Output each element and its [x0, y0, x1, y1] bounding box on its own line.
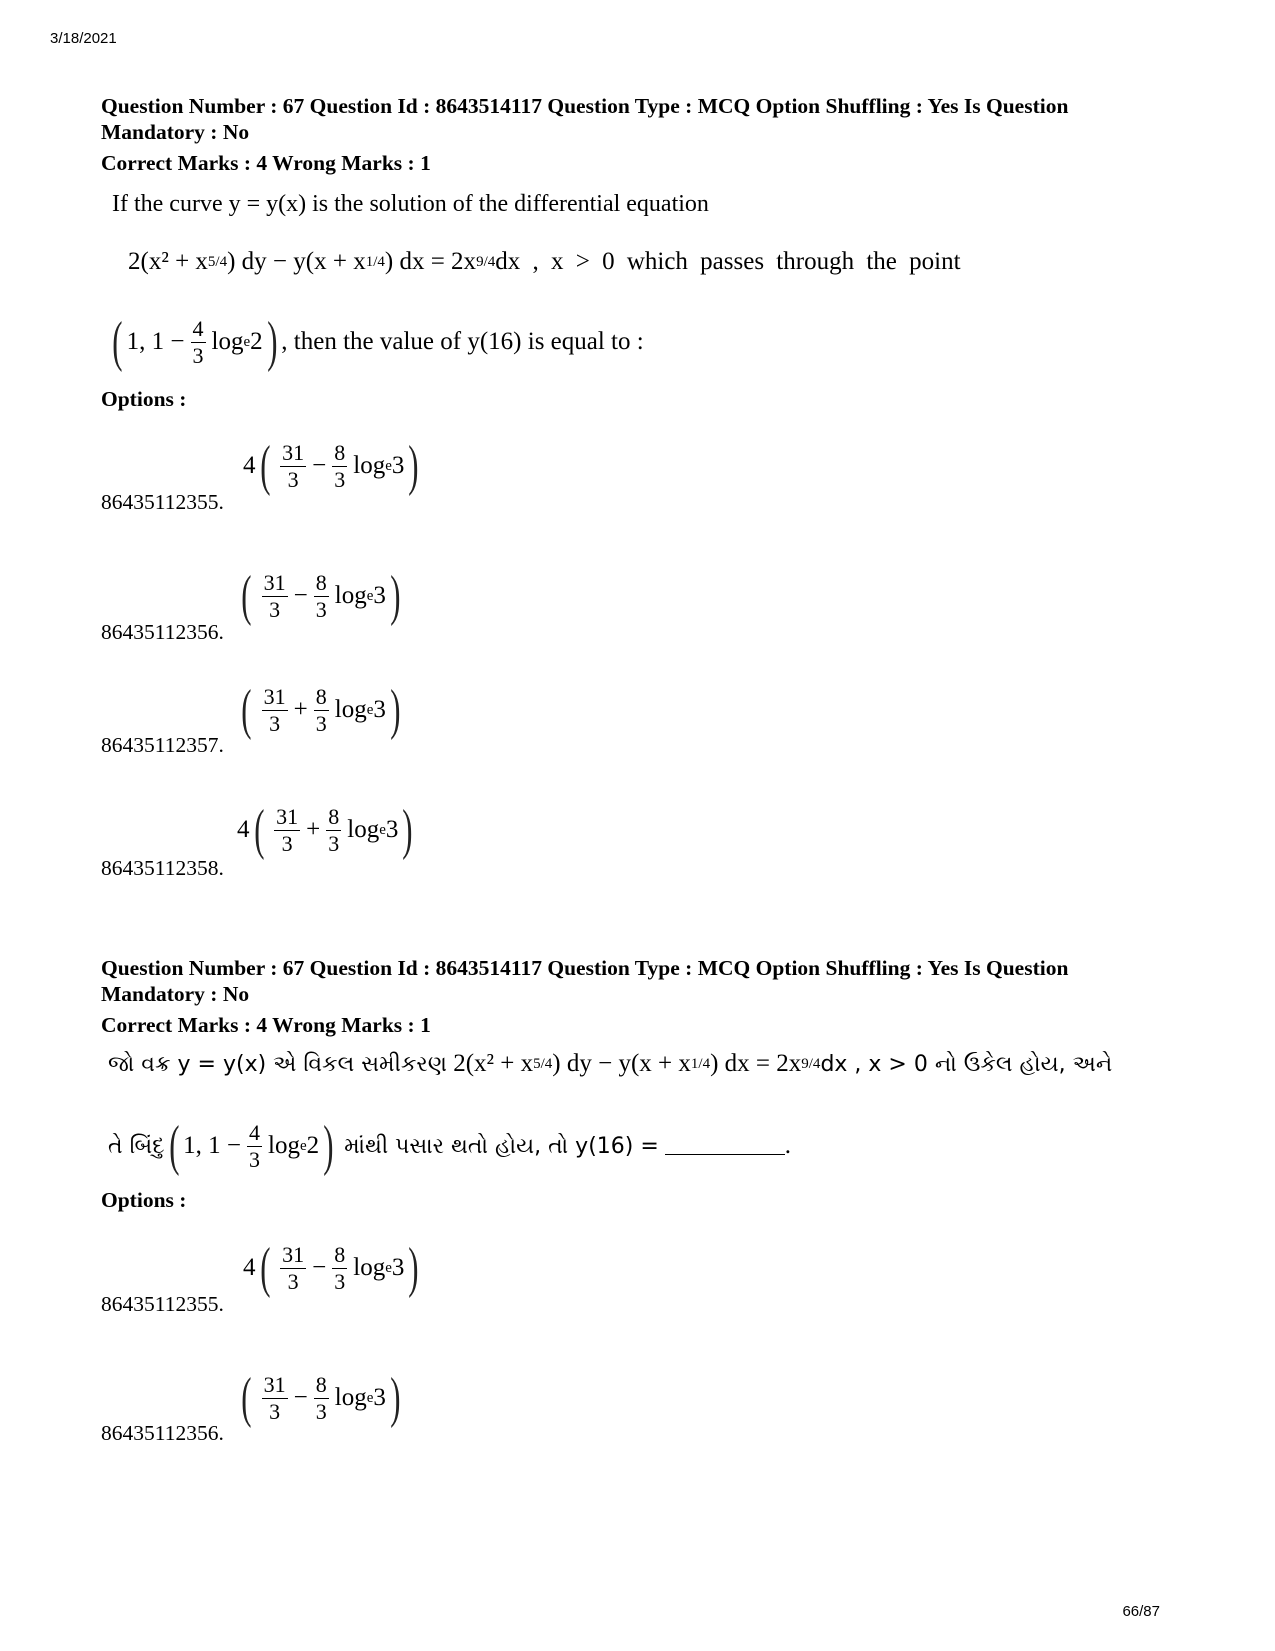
question-marks: Correct Marks : 4 Wrong Marks : 1 — [101, 1013, 431, 1037]
option-id[interactable]: 86435112355. — [101, 490, 224, 514]
question-text-line1: If the curve y = y(x) is the solution of the differential equation — [112, 191, 709, 217]
option-id[interactable]: 86435112358. — [101, 856, 224, 880]
question-equation: 2(x² + x 5/4 ) dy − y(x + x 1/4 ) dx = 2x 9/4 dx , x > 0 which passes through the point — [128, 248, 961, 275]
page-number: 66/87 — [1122, 1603, 1160, 1620]
option-expression[interactable]: ( $\frac{31}{3}$ − $\frac{8}{3}$ log e 3 ) — [241, 1367, 401, 1429]
option-expression[interactable]: 4 ( $\frac{31}{3}$ − $\frac{8}{3}$ log e 3 ) — [243, 1237, 419, 1299]
print-date: 3/18/2021 — [50, 30, 117, 47]
option-expression[interactable]: ( $\frac{31}{3}$ − $\frac{8}{3}$ log e 3 ) — [241, 565, 401, 627]
options-label: Options : — [101, 1188, 187, 1212]
question-header-line2: Mandatory : No — [101, 120, 250, 144]
option-expression[interactable]: 4 ( $\frac{31}{3}$ − $\frac{8}{3}$ log e 3 ) — [243, 435, 419, 497]
question-header-line2: Mandatory : No — [101, 982, 250, 1006]
option-id[interactable]: 86435112356. — [101, 1421, 224, 1445]
option-expression[interactable]: ( $\frac{31}{3}$ + $\frac{8}{3}$ log e 3 ) — [241, 679, 401, 741]
options-label: Options : — [101, 387, 187, 411]
question-header-line1: Question Number : 67 Question Id : 8643514117 Question Type : MCQ Option Shuffling : Yes Is Question — [101, 956, 1069, 980]
option-id[interactable]: 86435112356. — [101, 620, 224, 644]
question-text-gujarati-line1: જો વક્ર y = y(x) એ વિકલ સમીકરણ 2(x² + x 5/4 ) dy − y(x + x 1/4 ) dx = 2x 9/4 dx , x > 0 નો ઉકેલ હોય, અને — [108, 1050, 1113, 1077]
option-id[interactable]: 86435112355. — [101, 1292, 224, 1316]
question-point-line: ( 1, 1 − $\frac{4}{3}$ log e 2 ) , then the value of y(16) is equal to : — [112, 311, 644, 373]
question-text-gujarati-line2: તે બિંદુ ( 1, 1 − $\frac{4}{3}$ log e 2 ) માંથી પસાર થતો હોય, તો y(16) = . — [108, 1115, 792, 1177]
option-expression[interactable]: 4 ( $\frac{31}{3}$ + $\frac{8}{3}$ log e 3 ) — [237, 799, 413, 861]
question-marks: Correct Marks : 4 Wrong Marks : 1 — [101, 151, 431, 175]
question-header-line1: Question Number : 67 Question Id : 8643514117 Question Type : MCQ Option Shuffling : Yes Is Question — [101, 94, 1069, 118]
option-id[interactable]: 86435112357. — [101, 733, 224, 757]
answer-blank — [665, 1138, 785, 1155]
